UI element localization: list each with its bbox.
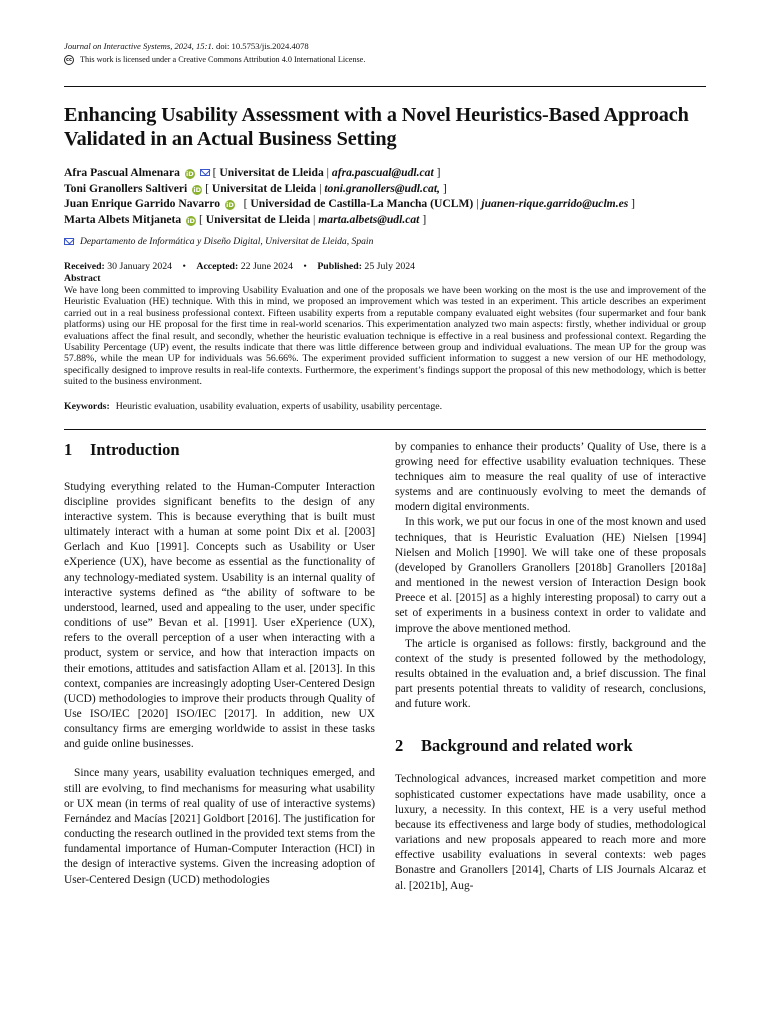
separator: |: [319, 181, 322, 195]
published-label: Published:: [317, 261, 362, 272]
separator: |: [476, 197, 479, 210]
accepted-date: 22 June 2024: [240, 261, 293, 272]
section-title: Background and related work: [421, 736, 633, 756]
publication-dates: [64, 260, 706, 273]
received-date: 30 January 2024: [107, 261, 173, 272]
accepted-label: Accepted:: [196, 261, 239, 272]
journal-citation: [64, 40, 706, 52]
author-affiliation: Universidad de Castilla-La Mancha (UCLM): [250, 197, 474, 210]
author-3: [64, 196, 706, 212]
abstract-rule: [64, 429, 706, 430]
right-column: [395, 440, 706, 894]
bullet: •: [182, 261, 186, 272]
author-2: [64, 181, 706, 197]
author-list: [64, 165, 706, 227]
published-date: 25 July 2024: [364, 261, 416, 272]
section-title: Introduction: [90, 439, 180, 459]
keywords-text: Heuristic evaluation, usability evaluation, experts of usability, usability percentage.: [115, 400, 443, 412]
section-number: 2: [395, 736, 404, 756]
paper-page: [64, 40, 706, 894]
separator: |: [313, 212, 316, 226]
bracket: [: [212, 166, 217, 179]
orcid-icon[interactable]: iD: [193, 185, 201, 194]
author-affiliation: Universitat de Lleida: [211, 181, 317, 195]
doi-link[interactable]: doi: 10.5753/jis.2024.4078: [213, 41, 309, 51]
bracket: ]: [436, 166, 441, 179]
orcid-icon[interactable]: iD: [187, 216, 195, 225]
author-email[interactable]: toni.granollers@udl.cat,: [324, 181, 440, 195]
left-column: [64, 440, 375, 894]
keywords-label: Keywords:: [64, 400, 110, 412]
license-text[interactable]: This work is licensed under a Creative Commons Attribution 4.0 International License.: [80, 55, 366, 64]
received-label: Received:: [64, 261, 105, 272]
author-4: [64, 212, 706, 228]
abstract-heading: Abstract: [64, 273, 101, 284]
creative-commons-icon: cc: [64, 55, 74, 65]
paragraph: In this work, we put our focus in one of the most known and used techniques, that is Heuristic Evaluation (HE) Nielsen [1994] Nielsen and Molich [1990]. We will take one of these proposals (developed by Granollers Granollers [2018b] Granollers [2018a] and mentioned in the newest version of Interaction Design book Preece et al. [2015] as a highly interesting proposal) to carry out a set of experiments in a business context in order to validate and improve the above mentioned method.: [395, 516, 706, 635]
bracket: [: [243, 197, 248, 210]
author-name: Afra Pascual Almenara: [64, 166, 180, 179]
department-line: [64, 235, 706, 248]
email-icon[interactable]: [200, 169, 210, 176]
author-email[interactable]: afra.pascual@udl.cat: [331, 166, 434, 179]
keywords-line: [64, 401, 706, 413]
section-heading-introduction: [64, 440, 375, 460]
author-email[interactable]: marta.albets@udl.cat: [318, 212, 420, 226]
paragraph: by companies to enhance their products’ Quality of Use, there is a growing need for effective usability evaluation techniques. These techniques aim to measure the real quality of use of interactive systems and are continuously evolving to meet the demands of modern digital environments.: [395, 440, 706, 514]
bracket: [: [199, 212, 203, 226]
author-1: [64, 165, 706, 181]
abstract-text: We have long been committed to improving Usability Evaluation and one of the proposals we have been working on the most is the use and improvement of the Heuristic Evaluation (HE) technique. With this in mind, we proposed an improvement which was tested in an experiment. This article describes an experiment carried out in a real business professional context. Fifteen usability experts from a reputable company evaluated eight websites (four supermarket and four bank platforms) using our HE proposal for the first time in real-world scenarios. This experimentation analyzed two main aspects: firstly, whether individual or group evaluations affect the final result, and secondly, whether the heuristic evaluation technique is effective in a real business and professional context. Regarding the Usability Percentage (UP) event, the results indicate that there was little difference between group and individual evaluations. The mean UP for the group was 57.88%, while the mean UP for individuals was 56.66%. The experiment provided sufficient information to suggest a new version of our HE methodology, specifically designed to improve results in real-life contexts. Furthermore, the experiment’s findings support the proposal of this new methodology, which is better suited to the business environment.: [64, 285, 706, 388]
license-line: [64, 54, 706, 66]
author-affiliation: Universitat de Lleida: [205, 212, 311, 226]
paper-title: Enhancing Usability Assessment with a Novel Heuristics-Based Approach Validated in an Actual Business Setting: [64, 104, 689, 150]
paragraph: Studying everything related to the Human-Computer Interaction discipline provides significant benefits to the design of any interactive system. This is because everything that is built must ultimately interact with a human at some point Dix et al. [2003] Gerlach and Kuo [1991]. Concepts such as Usability or User eXperience (UX), have become as essential as the functionality of any technology-mediated system. Usability is an internal quality of interactive systems defined as “the ability of software to be understood, learned, used and appealing to the user, under specific conditions of use” Bevan et al. [1991]. User eXperience (UX), refers to the overall perception of a user when interacting with a product, system or service, and how that interaction impacts on their emotions, attitudes and satisfaction Allam et al. [2013]. In this context, companies are increasingly adopting User-Centered Design (UCD) methodologies to improve their products through Quality of Use ISO/IEC [2020] ISO/IEC [2017]. In addition, new UX consultancy firms are emerging worldwide to assist in these tasks and guide online businesses.: [64, 480, 375, 751]
journal-name: Journal on Interactive Systems, 2024, 15:1.: [64, 41, 214, 51]
orcid-icon[interactable]: iD: [186, 170, 194, 178]
department-text: Departamento de Informática y Diseño Digital, Universitat de Lleida, Spain: [80, 236, 374, 247]
author-email[interactable]: juanen-rique.garrido@uclm.es: [481, 197, 629, 210]
author-name: Marta Albets Mitjaneta: [64, 212, 182, 226]
body-columns: [64, 440, 706, 894]
header-rule: [64, 86, 706, 87]
author-affiliation: Universitat de Lleida: [219, 166, 324, 179]
paragraph: The article is organised as follows: firstly, background and the context of the study is presented followed by the methodology, results obtained in the evaluation and, a brief discussion. The final part presents potential threats to validity of research, conclusions, and future work.: [395, 637, 706, 711]
section-heading-background: [395, 736, 706, 756]
bullet: •: [303, 261, 307, 272]
bracket: ]: [442, 181, 447, 195]
paragraph: Since many years, usability evaluation techniques emerged, and still are evolving, to find mechanisms for measuring what usability or UX mean (in terms of real quality of use of interactive systems) Fernández and Macías [2021] Goldbort [2016]. The justification for conducting the research outlined in the provided text stems from the fundamental importance of Human-Computer Interaction (HCI) in the design of interactive systems. Given the increasing adoption of User-Centered Design (UCD) methodologies: [64, 767, 375, 886]
orcid-icon[interactable]: iD: [226, 201, 234, 209]
author-name: Toni Granollers Saltiveri: [64, 181, 188, 195]
author-name: Juan Enrique Garrido Navarro: [64, 197, 220, 210]
envelope-icon: [64, 238, 74, 245]
separator: |: [326, 166, 329, 179]
bracket: ]: [422, 212, 427, 226]
bracket: [: [205, 181, 209, 195]
paragraph: Technological advances, increased market competition and more sophisticated customer expectations have made usability, once a luxury, a necessity. In this context, HE is a very useful method because its effectiveness and large body of studies, methodological variations and new proposals appeared to reach more and more effective usability evaluations in several contexts: web pages Bonastre and Granollers [2014], Charts of LIS Journals Alcaraz et al. [2021b], Aug-: [395, 773, 706, 892]
section-number: 1: [64, 439, 73, 459]
bracket: ]: [631, 197, 636, 210]
